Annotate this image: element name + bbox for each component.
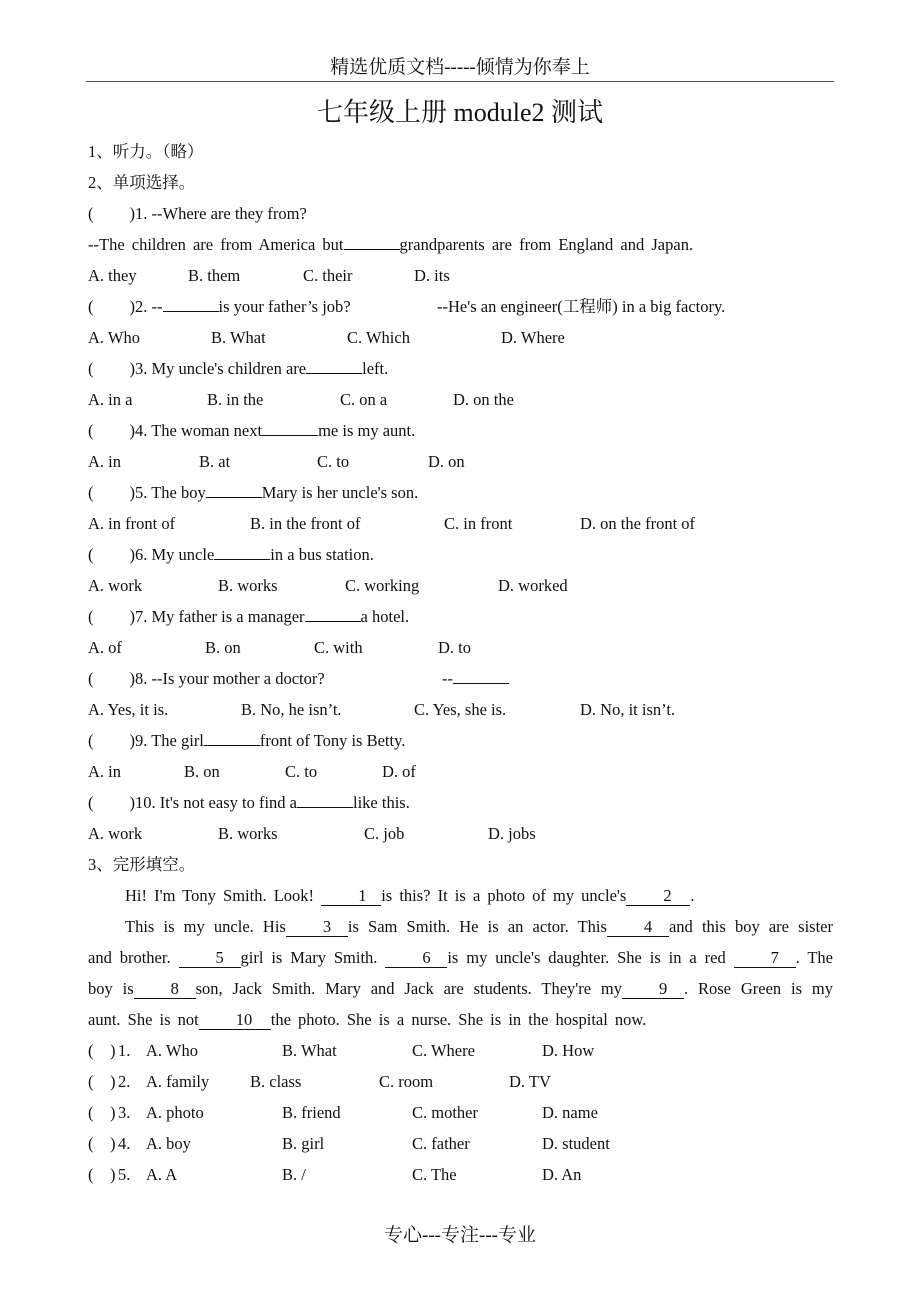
option-d: D. to xyxy=(438,638,471,657)
option-c: C. job xyxy=(364,824,405,843)
option-c: C. mother xyxy=(412,1103,478,1122)
question-number: 3. xyxy=(135,359,148,378)
options-9 xyxy=(88,756,833,787)
option-b: B. them xyxy=(188,266,241,285)
item-number: 5. xyxy=(118,1165,131,1184)
answer-blank[interactable] xyxy=(204,726,260,746)
cloze-item-2 xyxy=(88,1066,833,1097)
option-b: B. in the xyxy=(207,390,264,409)
option-c: C. their xyxy=(303,266,353,285)
question-number: 4. xyxy=(135,421,148,440)
option-b: B. on xyxy=(205,638,241,657)
options-1 xyxy=(88,260,833,291)
question-4 xyxy=(88,415,833,446)
paren-close: ) xyxy=(129,204,135,223)
question-number: 6. xyxy=(135,545,148,564)
question-text: It's not easy to find a xyxy=(159,793,297,812)
option-b: B. on xyxy=(184,762,220,781)
option-a: A. family xyxy=(146,1072,210,1091)
option-c: C. room xyxy=(379,1072,434,1091)
cloze-blank-7[interactable]: 7 xyxy=(734,948,796,968)
option-a: A. in front of xyxy=(88,514,176,533)
paren-close: ) xyxy=(129,607,135,626)
option-c: C. working xyxy=(345,576,420,595)
option-c: C. in front xyxy=(444,514,513,533)
option-d: D. of xyxy=(382,762,416,781)
question-7 xyxy=(88,601,833,632)
question-text: The woman next xyxy=(151,421,263,440)
option-b: B. What xyxy=(282,1041,337,1060)
item-number: 4. xyxy=(118,1134,131,1153)
option-b: B. / xyxy=(282,1165,306,1184)
option-b: B. What xyxy=(211,328,266,347)
cloze-blank-10[interactable]: 10 xyxy=(199,1010,271,1030)
question-1-line-2 xyxy=(88,229,833,260)
option-a: A. of xyxy=(88,638,122,657)
paren-close: ) xyxy=(110,1103,116,1122)
cloze-blank-5[interactable]: 5 xyxy=(179,948,241,968)
question-text: My father is a manager xyxy=(151,607,305,626)
options-4 xyxy=(88,446,833,477)
cloze-blank-3[interactable]: 3 xyxy=(286,917,348,937)
cloze-blank-2[interactable]: 2 xyxy=(626,886,690,906)
question-number: 9. xyxy=(135,731,148,750)
item-number: 3. xyxy=(118,1103,131,1122)
option-c: C. The xyxy=(412,1165,457,1184)
answer-blank[interactable] xyxy=(297,788,353,808)
paren-close: ) xyxy=(129,421,135,440)
question-text: left. xyxy=(362,359,389,378)
option-c: C. on a xyxy=(340,390,388,409)
question-text: The girl xyxy=(151,731,204,750)
options-6 xyxy=(88,570,833,601)
question-8 xyxy=(88,663,833,694)
paren-open: ( xyxy=(88,1103,94,1122)
options-10 xyxy=(88,818,833,849)
options-2 xyxy=(88,322,833,353)
paren-close: ) xyxy=(110,1072,116,1091)
paren-close: ) xyxy=(110,1041,116,1060)
paren-open: ( xyxy=(88,731,94,750)
option-a: A. A xyxy=(146,1165,178,1184)
option-b: B. works xyxy=(218,824,278,843)
question-number: 1. xyxy=(135,204,148,223)
paren-open: ( xyxy=(88,483,94,502)
paren-open: ( xyxy=(88,204,94,223)
question-text: --The children are from America but xyxy=(88,235,344,254)
cloze-paragraph-2: This is my uncle. His 3 is Sam Smith. He is an actor. This 4 and this boy are sister and brother. 5 girl is Mary Smith. 6 is my uncle's daughter. She is in a red 7 . The boy is 8 son, Jack Smith. Mary and Jack are students. They're my 9 . Rose Green is my aunt. She is not 10 the photo. She is a nurse. She is in the hospital now. xyxy=(88,917,834,1029)
paren-close: ) xyxy=(129,483,135,502)
option-c: C. with xyxy=(314,638,363,657)
option-b: B. in the front of xyxy=(250,514,361,533)
item-number: 2. xyxy=(118,1072,131,1091)
section-multiple-choice: 2、单项选择。 xyxy=(88,173,196,192)
paren-open: ( xyxy=(88,545,94,564)
question-5 xyxy=(88,477,833,508)
answer-blank[interactable] xyxy=(214,540,270,560)
question-text: Mary is her uncle's son. xyxy=(261,483,419,502)
paren-close: ) xyxy=(129,545,135,564)
option-b: B. girl xyxy=(282,1134,325,1153)
cloze-blank-9[interactable]: 9 xyxy=(622,979,684,999)
options-7 xyxy=(88,632,833,663)
question-text: -- xyxy=(151,297,163,316)
question-text: me is my aunt. xyxy=(318,421,416,440)
option-a: A. Yes, it is. xyxy=(88,700,169,719)
cloze-item-4 xyxy=(88,1128,833,1159)
question-1 xyxy=(88,198,833,229)
option-d: D. How xyxy=(542,1041,595,1060)
section-cloze: 3、完形填空。 xyxy=(88,855,196,874)
page-title: 七年级上册 module2 测试 xyxy=(317,98,603,127)
answer-blank[interactable] xyxy=(453,664,509,684)
option-d: D. name xyxy=(542,1103,598,1122)
item-number: 1. xyxy=(118,1041,131,1060)
cloze-item-3 xyxy=(88,1097,833,1128)
question-text: --Is your mother a doctor? xyxy=(151,669,325,688)
option-a: A. boy xyxy=(146,1134,191,1153)
paren-open: ( xyxy=(88,1072,94,1091)
answer-blank[interactable] xyxy=(305,602,361,622)
paren-close: ) xyxy=(110,1134,116,1153)
option-a: A. in a xyxy=(88,390,133,409)
option-d: D. An xyxy=(542,1165,582,1184)
paren-open: ( xyxy=(88,421,94,440)
paren-close: ) xyxy=(129,297,135,316)
paren-open: ( xyxy=(88,607,94,626)
paren-open: ( xyxy=(88,793,94,812)
question-text: like this. xyxy=(353,793,410,812)
question-number: 2. xyxy=(135,297,148,316)
option-b: B. friend xyxy=(282,1103,341,1122)
paren-open: ( xyxy=(88,1134,94,1153)
option-d: D. TV xyxy=(509,1072,551,1091)
question-text: grandparents are from England and Japan. xyxy=(399,235,694,254)
option-d: D. student xyxy=(542,1134,610,1153)
paren-open: ( xyxy=(88,297,94,316)
option-d: D. worked xyxy=(498,576,568,595)
paren-open: ( xyxy=(88,1165,94,1184)
question-6 xyxy=(88,539,833,570)
section-listening: 1、听力。（略） xyxy=(88,142,204,161)
cloze-blank-4[interactable]: 4 xyxy=(607,917,669,937)
option-a: A. work xyxy=(88,576,143,595)
option-a: A. they xyxy=(88,266,137,285)
option-c: C. Where xyxy=(412,1041,475,1060)
option-a: A. in xyxy=(88,762,121,781)
cloze-blank-6[interactable]: 6 xyxy=(385,948,447,968)
option-c: C. to xyxy=(317,452,350,471)
options-8 xyxy=(88,694,833,725)
option-c: C. to xyxy=(285,762,318,781)
options-3 xyxy=(88,384,833,415)
question-10 xyxy=(88,787,833,818)
question-text: in a bus station. xyxy=(270,545,374,564)
question-number: 10. xyxy=(135,793,156,812)
question-text: My uncle's children are xyxy=(151,359,307,378)
paren-close: ) xyxy=(129,359,135,378)
test-content xyxy=(88,136,833,1190)
question-2 xyxy=(88,291,833,322)
option-d: D. its xyxy=(414,266,450,285)
option-d: D. Where xyxy=(501,328,565,347)
question-text: a hotel. xyxy=(360,607,410,626)
answer-blank[interactable] xyxy=(163,292,219,312)
option-d: D. No, it isn’t. xyxy=(580,700,676,719)
option-d: D. on the front of xyxy=(580,514,696,533)
question-number: 5. xyxy=(135,483,148,502)
option-a: A. work xyxy=(88,824,143,843)
option-b: B. class xyxy=(250,1072,302,1091)
option-a: A. Who xyxy=(146,1041,198,1060)
options-5 xyxy=(88,508,833,539)
question-text: is your father’s job? xyxy=(218,297,351,316)
option-d: D. jobs xyxy=(488,824,536,843)
option-c: C. Yes, she is. xyxy=(414,700,507,719)
paren-open: ( xyxy=(88,1041,94,1060)
option-a: A. photo xyxy=(146,1103,204,1122)
cloze-item-5 xyxy=(88,1159,833,1190)
paren-open: ( xyxy=(88,669,94,688)
option-b: B. No, he isn’t. xyxy=(241,700,342,719)
question-text: The boy xyxy=(151,483,206,502)
page-header: 精选优质文档-----倾情为你奉上 xyxy=(330,57,590,78)
option-d: D. on xyxy=(428,452,465,471)
cloze-item-1 xyxy=(88,1035,833,1066)
option-b: B. at xyxy=(199,452,231,471)
question-text: My uncle xyxy=(151,545,215,564)
answer-blank[interactable] xyxy=(306,354,362,374)
option-a: A. Who xyxy=(88,328,140,347)
cloze-blank-8[interactable]: 8 xyxy=(134,979,196,999)
option-a: A. in xyxy=(88,452,121,471)
cloze-paragraph-1: Hi! I'm Tony Smith. Look! 1 is this? It is a photo of my uncle's 2 . xyxy=(125,886,695,905)
question-9 xyxy=(88,725,833,756)
question-text: front of Tony is Betty. xyxy=(259,731,406,750)
question-text: --Where are they from? xyxy=(151,204,307,223)
question-number: 7. xyxy=(135,607,148,626)
option-b: B. works xyxy=(218,576,278,595)
answer-blank[interactable] xyxy=(344,230,400,250)
answer-text: --He's an engineer(工程师) in a big factory. xyxy=(437,297,726,316)
answer-prefix: -- xyxy=(442,669,453,688)
paren-close: ) xyxy=(129,731,135,750)
paren-close: ) xyxy=(110,1165,116,1184)
paren-close: ) xyxy=(129,793,135,812)
header-divider xyxy=(86,81,834,82)
paren-close: ) xyxy=(129,669,135,688)
answer-blank[interactable] xyxy=(206,478,262,498)
question-number: 8. xyxy=(135,669,148,688)
paren-open: ( xyxy=(88,359,94,378)
answer-blank[interactable] xyxy=(262,416,318,436)
question-3 xyxy=(88,353,833,384)
page-footer: 专心---专注---专业 xyxy=(384,1225,536,1246)
option-d: D. on the xyxy=(453,390,514,409)
option-c: C. father xyxy=(412,1134,470,1153)
option-c: C. Which xyxy=(347,328,410,347)
cloze-blank-1[interactable]: 1 xyxy=(321,886,381,906)
